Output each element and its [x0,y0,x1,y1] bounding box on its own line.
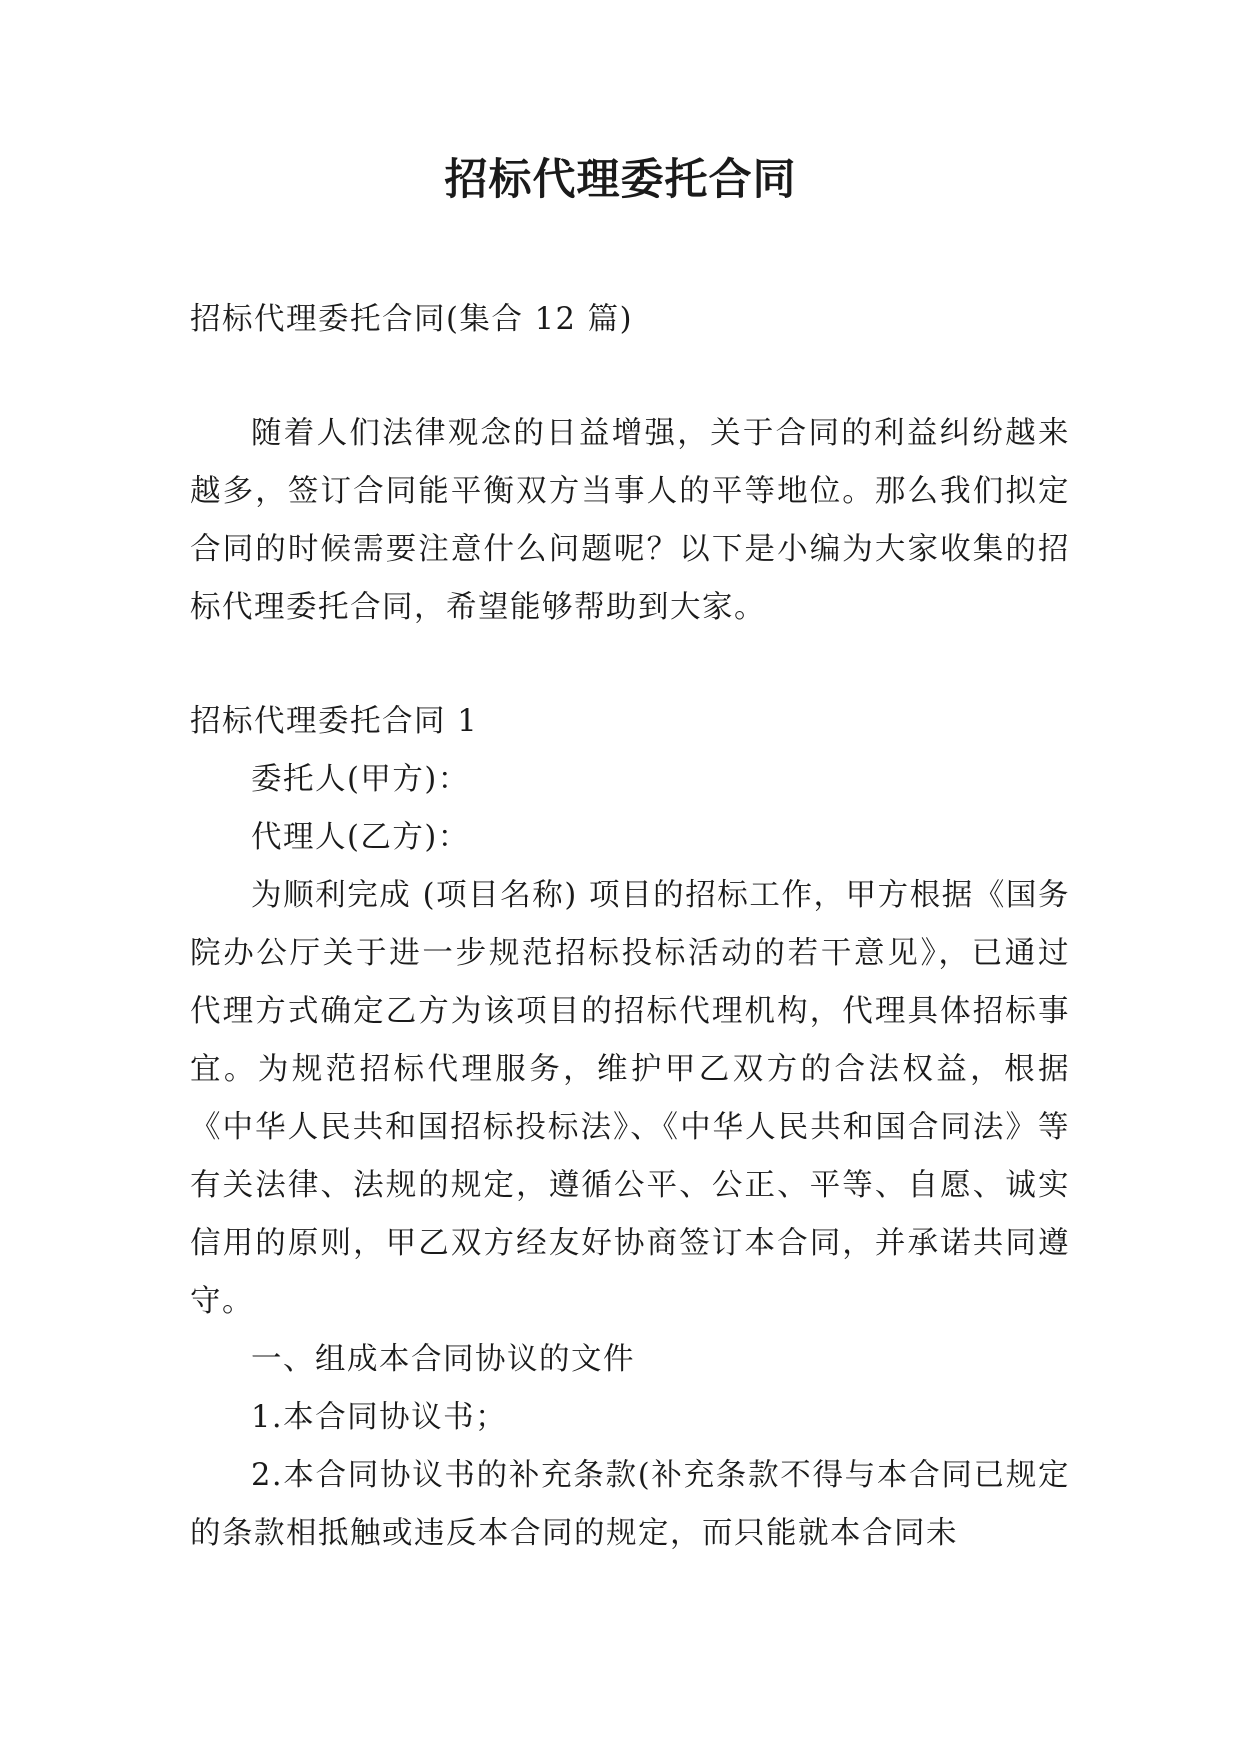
party-a-line: 委托人(甲方)： [251,762,470,797]
document-title: 招标代理委托合同 [444,155,797,205]
intro-paragraph: 随着人们法律观念的日益增强，关于合同的利益纠纷越来越多，签订合同能平衡双方当事人的平等地位。那么我们拟定合同的时候需要注意什么问题呢？以下是小编为大家收集的招标代理委托合同，希望能够帮助到大家。 [190,416,1070,625]
section-heading: 招标代理委托合同 1 [190,704,479,739]
document-body [190,291,1070,1563]
preamble-paragraph: 为顺利完成 (项目名称) 项目的招标工作，甲方根据《国务院办公厅关于进一步规范招标投标活动的若干意见》，已通过代理方式确定乙方为该项目的招标代理机构，代理具体招标事宜。为规范招标代理服务，维护甲乙双方的合法权益，根据《中华人民共和国招标投标法》、《中华人民共和国合同法》等有关法律、法规的规定，遵循公平、公正、平等、自愿、诚实信用的原则，甲乙双方经友好协商签订本合同，并承诺共同遵守。 [190,878,1070,1319]
list-item: 2.本合同协议书的补充条款(补充条款不得与本合同已规定的条款相抵触或违反本合同的规定，而只能就本合同未 [190,1458,1070,1551]
document-subtitle: 招标代理委托合同(集合 12 篇) [190,302,633,337]
party-b-line: 代理人(乙方)： [251,820,470,855]
clause-heading: 一、组成本合同协议的文件 [251,1342,635,1377]
list-item: 1.本合同协议书； [251,1400,508,1435]
